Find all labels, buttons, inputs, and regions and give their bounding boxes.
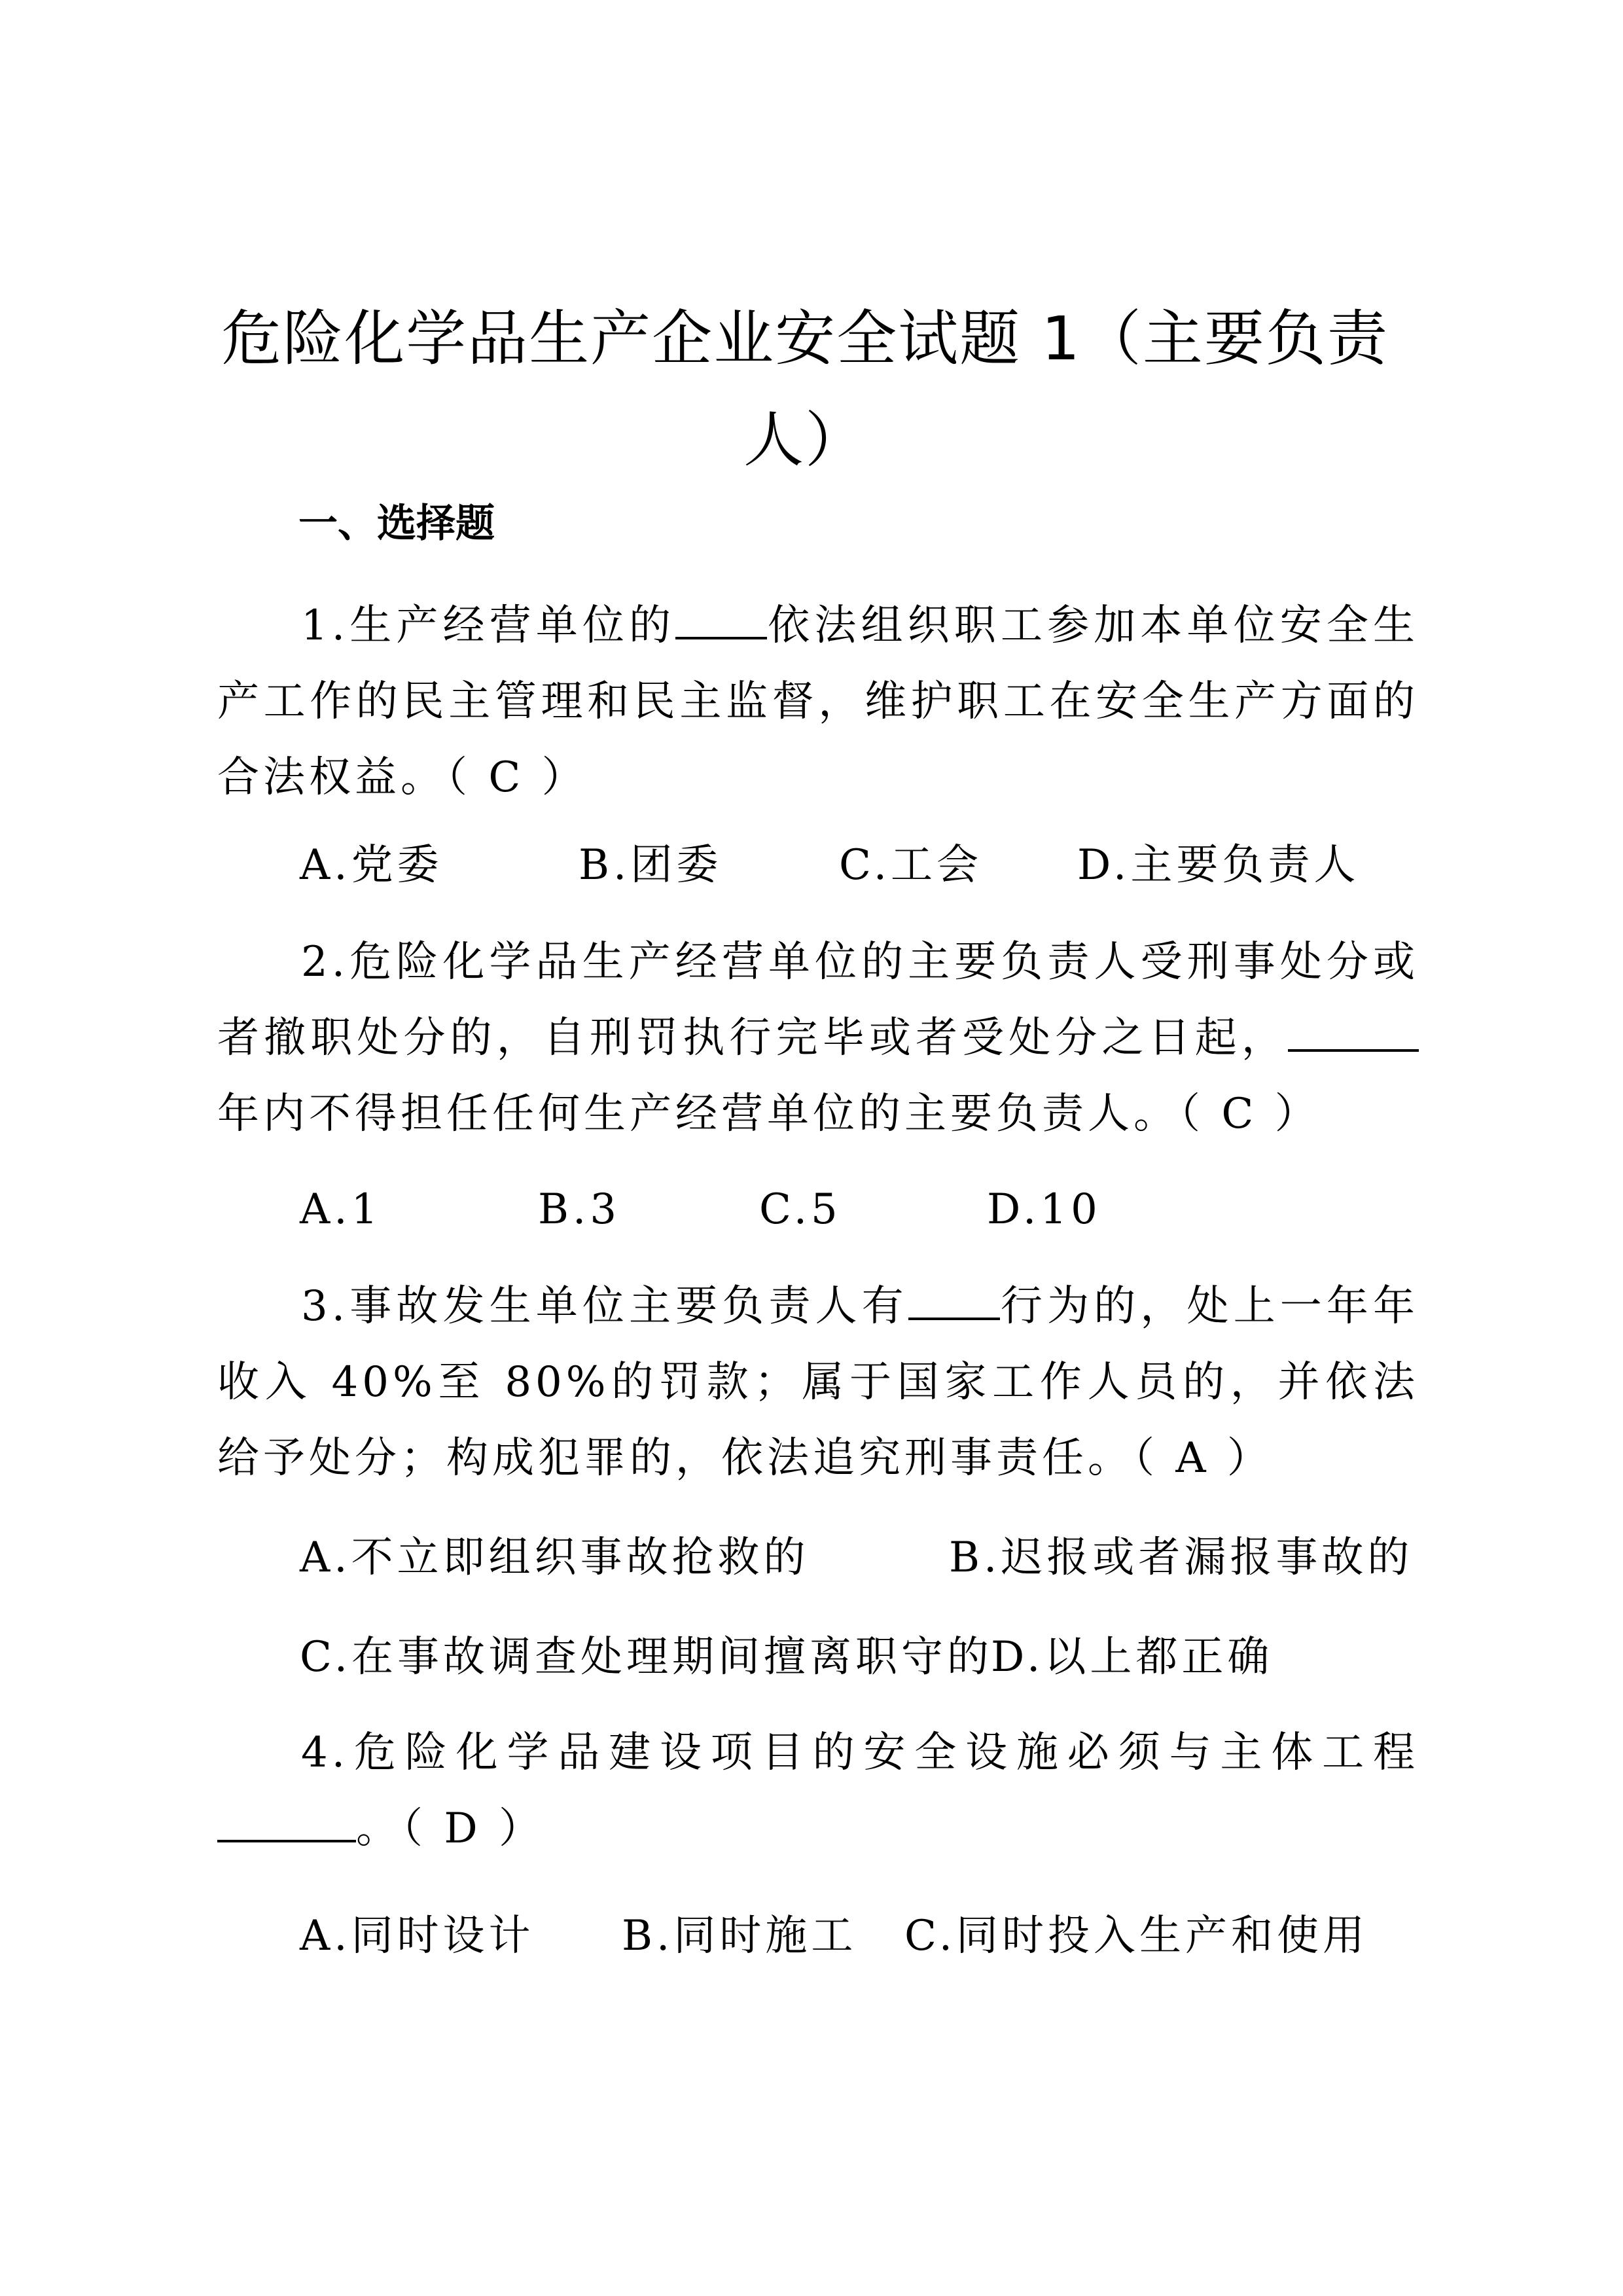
option-a: A.党委 [300,841,443,889]
title-line-1: 危险化学品生产企业安全试题 1（主要负责 [221,304,1389,374]
question-4-stem: 4.危险化学品建设项目的安全设施必须与主体工程。（ D ） [217,1715,1419,1867]
answer-blank [908,1272,1000,1320]
question-3-stem: 3.事故发生单位主要负责人有 行为的，处上一年年收入 40%至 80%的罚款；属于国家工作人员的，并依法给予处分；构成犯罪的，依法追究刑事责任。（ A ） [217,1268,1419,1496]
option-b: B.迟报或者漏报事故的 [949,1534,1414,1582]
option-b: B.团委 [579,841,722,889]
title-line-2: 人） [743,405,866,475]
option-c: C.同时投入生产和使用 [904,1912,1369,1960]
option-d: D.主要负责人 [1077,841,1360,889]
answer-key: （ D ） [402,1804,544,1853]
answer-key: （ C ） [446,753,588,802]
option-b: B.同时施工 [622,1912,857,1960]
option-a: A.不立即组织事故抢救的 [300,1534,810,1582]
answer-blank [1288,1003,1419,1052]
option-c: C.在事故调查处理期间擅离职守的 [300,1633,993,1681]
option-b: B.3 [538,1185,621,1234]
answer-blank [217,1794,356,1842]
option-a: A.1 [300,1185,382,1234]
option-d: D.以上都正确 [991,1633,1274,1681]
question-4-options [0,1898,1623,1974]
question-3-options-row-2 [0,1619,1623,1695]
option-d: D.10 [987,1185,1101,1234]
section-heading: 一、选择题 [298,501,495,547]
option-c: C.工会 [839,841,983,889]
question-2-options [0,1172,1623,1247]
answer-key: （ A ） [1133,1434,1273,1482]
question-2-stem: 2.危险化学品生产经营单位的主要负责人受刑事处分或者撤职处分的，自刑罚执行完毕或者受处分之日起，年内不得担任任何生产经营单位的主要负责人。（ C ） [217,938,1419,1138]
question-1-stem: 1.生产经营单位的 依法组织职工参加本单位安全生产工作的民主管理和民主监督，维护职工在安全生产方面的合法权益。（ C ） [217,588,1419,816]
option-c: C.5 [759,1185,842,1234]
document-title [216,288,1394,491]
question-3-options-row-1 [0,1520,1623,1596]
answer-key: （ C ） [1179,1090,1321,1138]
option-a: A.同时设计 [300,1912,535,1960]
answer-blank [675,591,767,639]
question-1-options [0,827,1623,903]
